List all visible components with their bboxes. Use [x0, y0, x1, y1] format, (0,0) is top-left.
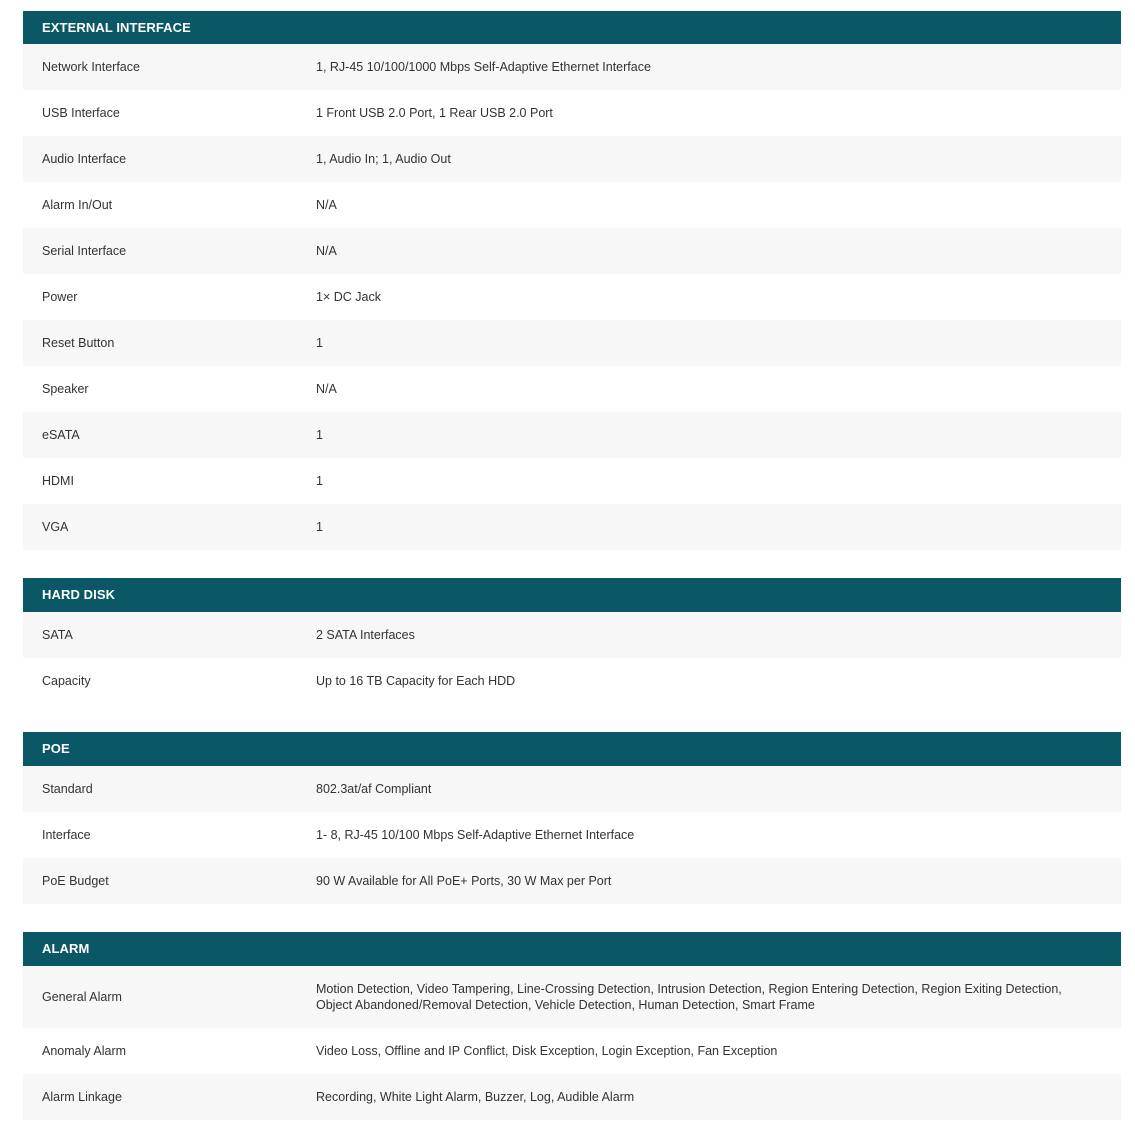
- spec-row: [23, 612, 1121, 658]
- spec-label: VGA: [42, 520, 69, 534]
- spec-table: [23, 966, 1121, 1120]
- spec-label: Speaker: [42, 382, 89, 396]
- spec-label: Interface: [42, 828, 91, 842]
- spec-row: [23, 136, 1121, 182]
- section-title: POE: [23, 732, 1121, 766]
- spec-value: 1, Audio In; 1, Audio Out: [316, 152, 451, 166]
- spec-label: Network Interface: [42, 60, 140, 74]
- spec-label: Anomaly Alarm: [42, 1044, 127, 1058]
- spec-value: N/A: [316, 198, 337, 212]
- spec-row: [23, 1074, 1121, 1120]
- spec-row: [23, 966, 1121, 1028]
- spec-label: Alarm In/Out: [42, 198, 113, 212]
- spec-row: [23, 766, 1121, 812]
- section-external-interface: [23, 11, 1121, 550]
- spec-value: N/A: [316, 382, 337, 396]
- spec-row: [23, 366, 1121, 412]
- spec-table: [23, 44, 1121, 550]
- spec-row: [23, 90, 1121, 136]
- spec-value: 1: [316, 336, 323, 350]
- spec-row: [23, 858, 1121, 904]
- spec-row: [23, 44, 1121, 90]
- spec-value: 2 SATA Interfaces: [316, 628, 415, 642]
- spec-value: 1- 8, RJ-45 10/100 Mbps Self-Adaptive Ethernet Interface: [316, 828, 635, 842]
- spec-label: Reset Button: [42, 336, 115, 350]
- spec-value: 1, RJ-45 10/100/1000 Mbps Self-Adaptive Ethernet Interface: [316, 60, 651, 74]
- spec-label: Capacity: [42, 674, 91, 688]
- spec-row: [23, 1028, 1121, 1074]
- spec-label: General Alarm: [42, 990, 122, 1004]
- spec-row: [23, 182, 1121, 228]
- section-poe: [23, 732, 1121, 904]
- spec-value: Video Loss, Offline and IP Conflict, Disk Exception, Login Exception, Fan Exception: [316, 1044, 778, 1058]
- spec-label: HDMI: [42, 474, 74, 488]
- spec-row: [23, 274, 1121, 320]
- section-alarm: [23, 932, 1121, 1120]
- spec-value: N/A: [316, 244, 337, 258]
- spec-row: [23, 658, 1121, 704]
- spec-label: Standard: [42, 782, 93, 796]
- section-title: EXTERNAL INTERFACE: [23, 11, 1121, 44]
- spec-table: [23, 766, 1121, 904]
- spec-row: [23, 320, 1121, 366]
- spec-label: Audio Interface: [42, 152, 127, 166]
- spec-value: Recording, White Light Alarm, Buzzer, Log, Audible Alarm: [316, 1090, 635, 1104]
- spec-value: 1 Front USB 2.0 Port, 1 Rear USB 2.0 Port: [316, 106, 553, 120]
- spec-value: 1× DC Jack: [316, 290, 381, 304]
- spec-label: Power: [42, 290, 78, 304]
- spec-row: [23, 412, 1121, 458]
- spec-value: 1: [316, 474, 323, 488]
- spec-value: Up to 16 TB Capacity for Each HDD: [316, 674, 516, 688]
- spec-value: 1: [316, 428, 323, 442]
- spec-row: [23, 812, 1121, 858]
- spec-row: [23, 458, 1121, 504]
- spec-label: USB Interface: [42, 106, 120, 120]
- spec-label: SATA: [42, 628, 73, 642]
- spec-value: 802.3at/af Compliant: [316, 782, 432, 796]
- spec-label: Alarm Linkage: [42, 1090, 122, 1104]
- spec-value: 1: [316, 520, 323, 534]
- spec-value: 90 W Available for All PoE+ Ports, 30 W Max per Port: [316, 874, 612, 888]
- spec-value: Motion Detection, Video Tampering, Line-Crossing Detection, Intrusion Detection, Region Entering Detection, Region Exiting Detection, Object Abandoned/Removal Detection, Vehicle Detection, Human Detection, Smart Frame: [316, 982, 1062, 1012]
- section-title: HARD DISK: [23, 578, 1121, 612]
- spec-label: eSATA: [42, 428, 80, 442]
- section-title: ALARM: [23, 932, 1121, 966]
- spec-label: Serial Interface: [42, 244, 127, 258]
- section-hard-disk: [23, 578, 1121, 704]
- spec-table: [23, 612, 1121, 704]
- spec-row: [23, 504, 1121, 550]
- spec-row: [23, 228, 1121, 274]
- spec-label: PoE Budget: [42, 874, 109, 888]
